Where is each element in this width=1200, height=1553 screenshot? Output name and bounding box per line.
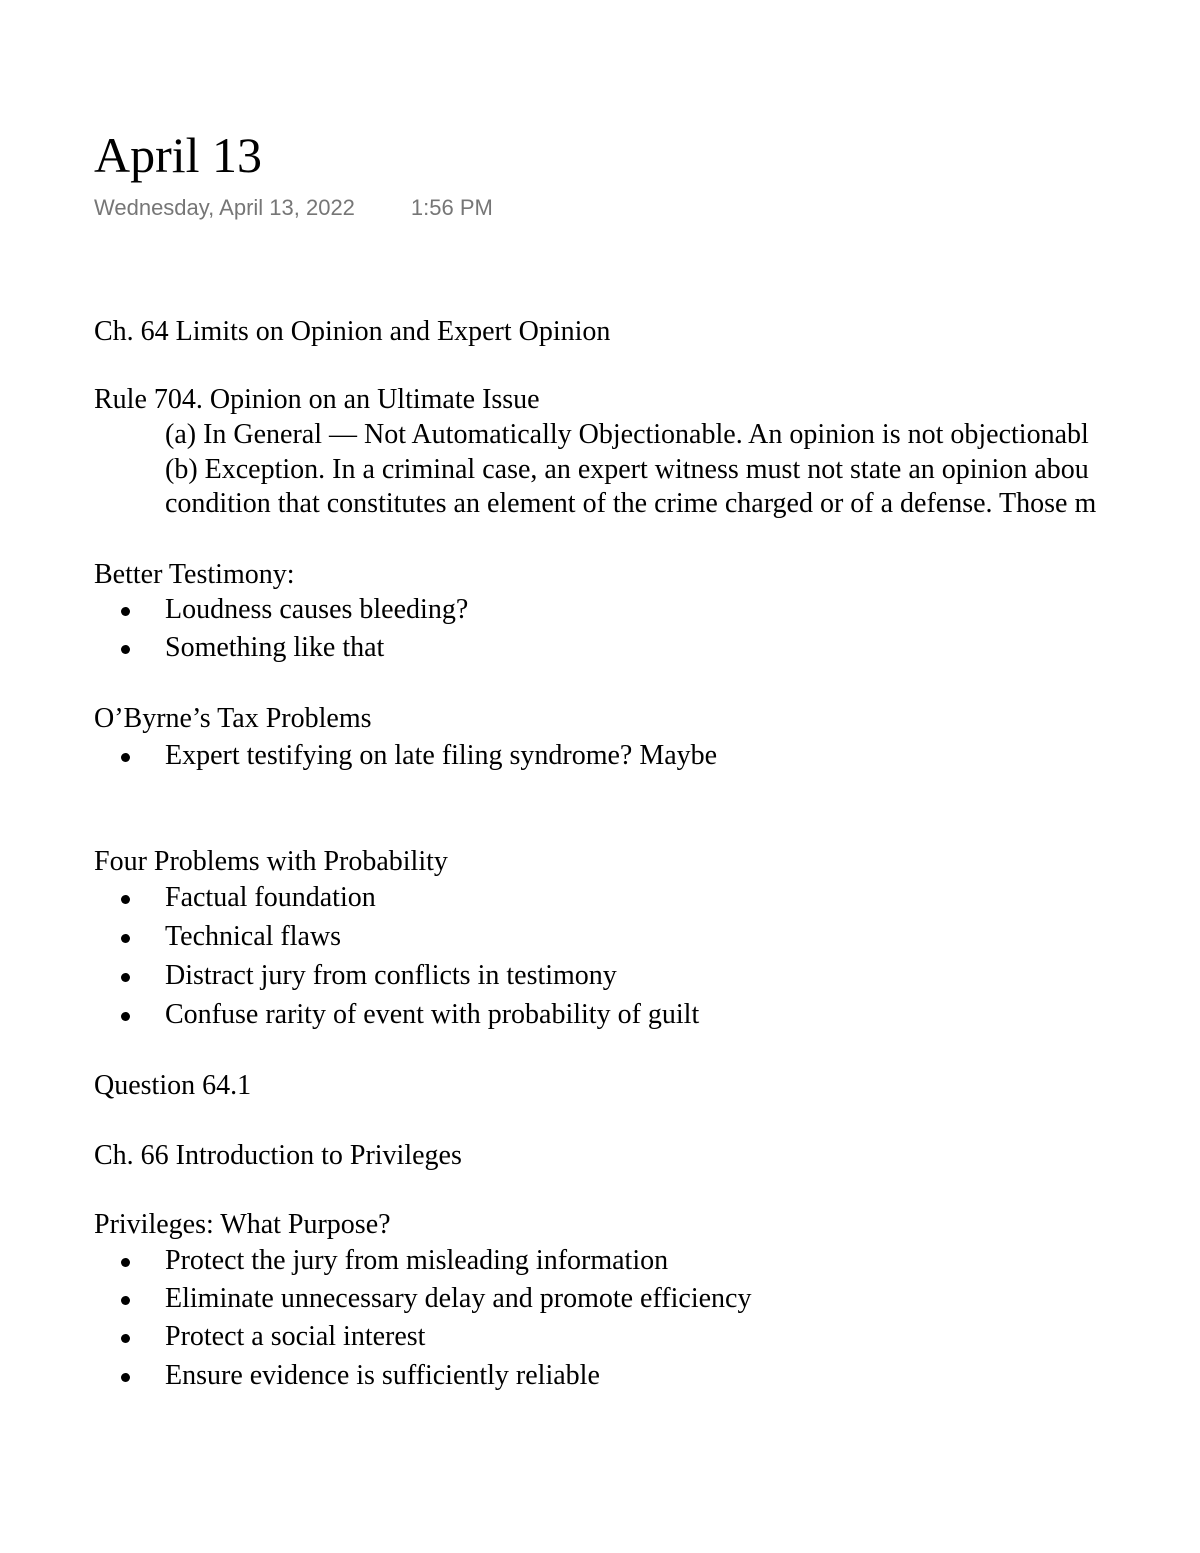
note-date: Wednesday, April 13, 2022	[94, 195, 355, 220]
note-timestamp	[94, 193, 493, 223]
list-item: Protect the jury from misleading information	[165, 1245, 669, 1276]
rule-704-line-a: (a) In General — Not Automatically Objectionable. An opinion is not objectionabl	[165, 419, 1089, 450]
bullet-icon	[121, 973, 130, 982]
list-item: Distract jury from conflicts in testimony	[165, 960, 617, 991]
privileges-heading: Privileges: What Purpose?	[94, 1209, 391, 1240]
bullet-icon	[121, 1334, 130, 1343]
bullet-icon	[121, 753, 130, 762]
obyrne-heading: O’Byrne’s Tax Problems	[94, 703, 372, 734]
chapter-66-heading: Ch. 66 Introduction to Privileges	[94, 1140, 462, 1171]
bullet-icon	[121, 645, 130, 654]
bullet-icon	[121, 1012, 130, 1021]
list-item: Expert testifying on late filing syndrome? Maybe	[165, 740, 718, 771]
question-heading: Question 64.1	[94, 1070, 252, 1101]
four-problems-heading: Four Problems with Probability	[94, 846, 448, 877]
better-testimony-heading: Better Testimony:	[94, 559, 295, 590]
rule-704-line-b: (b) Exception. In a criminal case, an expert witness must not state an opinion abou	[165, 454, 1089, 485]
list-item: Ensure evidence is sufficiently reliable	[165, 1360, 600, 1391]
rule-704-heading: Rule 704. Opinion on an Ultimate Issue	[94, 384, 540, 415]
list-item: Factual foundation	[165, 882, 376, 913]
list-item: Confuse rarity of event with probability of guilt	[165, 999, 700, 1030]
list-item: Eliminate unnecessary delay and promote efficiency	[165, 1283, 752, 1314]
rule-704-line-b-cont: condition that constitutes an element of the crime charged or of a defense. Those m	[165, 488, 1097, 519]
bullet-icon	[121, 1373, 130, 1382]
list-item: Technical flaws	[165, 921, 342, 952]
bullet-icon	[121, 1296, 130, 1305]
bullet-icon	[121, 895, 130, 904]
list-item: Something like that	[165, 632, 385, 663]
list-item: Loudness causes bleeding?	[165, 594, 469, 625]
chapter-64-heading: Ch. 64 Limits on Opinion and Expert Opinion	[94, 316, 611, 347]
bullet-icon	[121, 934, 130, 943]
bullet-icon	[121, 607, 130, 616]
list-item: Protect a social interest	[165, 1321, 426, 1352]
bullet-icon	[121, 1258, 130, 1267]
page-title: April 13	[94, 127, 263, 183]
note-time: 1:56 PM	[410, 195, 493, 220]
